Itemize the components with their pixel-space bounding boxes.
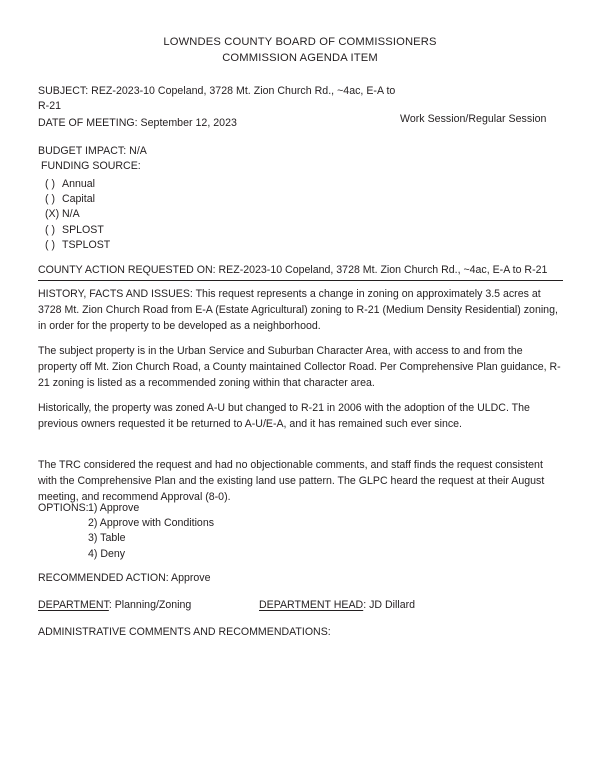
department-head-label: DEPARTMENT HEAD: [259, 599, 364, 611]
funding-option-label: Annual: [62, 178, 95, 190]
department-value: : Planning/Zoning: [108, 599, 192, 611]
budget-impact: BUDGET IMPACT: N/A: [38, 145, 147, 157]
paragraph-historically: Historically, the property was zoned A-U but changed to R-21 in 2006 with the adoption of the ULDC. The previous owners requested it be returned to A-U/E-A, and it has remained such ever since.: [38, 402, 530, 431]
paragraph-subject-property: The subject property is in the Urban Service and Suburban Character Area, with access to and from the property off Mt. Zion Church Road, a County maintained Collector Road. Per Comprehensive Plan guidance, R-21 zoning is listed as a recommended zoning within that character area.: [38, 345, 561, 390]
paragraph-history-facts-issues: HISTORY, FACTS AND ISSUES: This request represents a change in zoning on approximately 3.5 acres at 3728 Mt. Zion Church Road from E-A (Estate Agricultural) zoning to R-21 (Medium Density Residential) zoning, in order for the property to be developed as a neighborhood.: [38, 288, 558, 333]
options-label: OPTIONS:: [38, 502, 89, 514]
funding-source-label: FUNDING SOURCE:: [41, 160, 141, 172]
option-item-approve[interactable]: 1) Approve: [88, 502, 140, 514]
checkbox-mark[interactable]: ( ): [45, 178, 55, 190]
funding-option-na[interactable]: [38, 207, 110, 222]
checkbox-mark-checked[interactable]: (X): [45, 208, 60, 221]
funding-option-annual[interactable]: [38, 177, 110, 192]
subject-line: SUBJECT: REZ-2023-10 Copeland, 3728 Mt. Zion Church Rd., ~4ac, E-A to: [38, 85, 396, 97]
document-header: [0, 34, 600, 66]
department-head-group: [259, 598, 415, 613]
header-line-board: LOWNDES COUNTY BOARD OF COMMISSIONERS: [163, 36, 437, 48]
option-item-approve-with-conditions[interactable]: 2) Approve with Conditions: [88, 517, 215, 530]
option-item-table[interactable]: 3) Table: [88, 532, 126, 545]
funding-option-label: N/A: [62, 208, 80, 221]
subject-continuation: R-21: [38, 100, 62, 113]
funding-option-splost[interactable]: [38, 223, 110, 238]
administrative-comments-heading: ADMINISTRATIVE COMMENTS AND RECOMMENDATIONS:: [38, 626, 331, 638]
department-label: DEPARTMENT: [38, 599, 109, 611]
funding-option-label: TSPLOST: [62, 238, 111, 251]
funding-option-capital[interactable]: [38, 192, 110, 207]
department-group: [38, 598, 191, 613]
checkbox-mark[interactable]: ( ): [45, 223, 55, 236]
checkbox-mark[interactable]: ( ): [45, 193, 55, 206]
funding-source-list: [38, 177, 110, 253]
subject-block: [38, 84, 508, 114]
options-list: [88, 501, 214, 562]
header-line-agenda-item: COMMISSION AGENDA ITEM: [222, 52, 378, 64]
checkbox-mark[interactable]: ( ): [45, 238, 55, 251]
paragraph-trc-review: The TRC considered the request and had no objectionable comments, and staff finds the request consistent with the Comprehensive Plan and the existing land use pattern. The GLPC heard the request at their August meeting, and recommend Approval (8-0).: [38, 459, 545, 504]
funding-option-label: SPLOST: [62, 223, 104, 236]
recommended-action: RECOMMENDED ACTION: Approve: [38, 572, 211, 584]
funding-option-tsplost[interactable]: [38, 238, 110, 253]
funding-option-label: Capital: [62, 193, 95, 206]
option-item-deny[interactable]: 4) Deny: [88, 547, 126, 560]
date-of-meeting: DATE OF MEETING: September 12, 2023: [38, 117, 237, 129]
department-head-value: : JD Dillard: [363, 599, 416, 611]
options-block: [38, 501, 214, 562]
county-action-requested: COUNTY ACTION REQUESTED ON: REZ-2023-10 Copeland, 3728 Mt. Zion Church Rd., ~4ac, E-A to R-21: [38, 263, 563, 281]
session-type-note: Work Session/Regular Session: [400, 113, 547, 125]
